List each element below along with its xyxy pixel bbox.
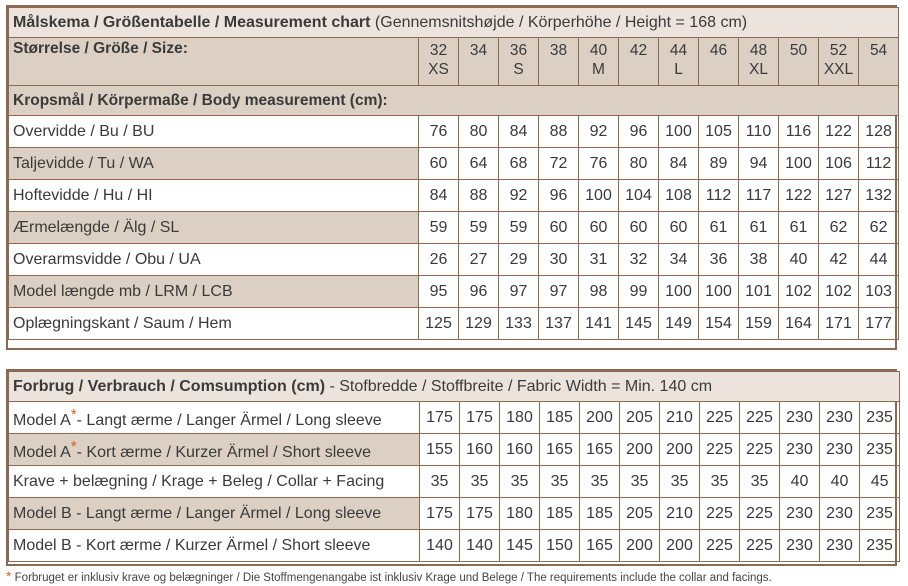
value-cell: 185: [540, 402, 580, 434]
value-cell: 97: [499, 276, 539, 308]
value-cell: 225: [700, 402, 740, 434]
value-cell: 230: [820, 530, 860, 562]
value-cell: 235: [860, 402, 900, 434]
size-number: 40: [589, 42, 608, 59]
row-label-text: Model A: [13, 443, 71, 461]
value-cell: 230: [820, 434, 860, 466]
value-cell: 102: [779, 276, 819, 308]
row-label-text: Krave + belægning / Krage + Beleg / Collar + Facing: [13, 472, 385, 490]
value-cell: 155: [420, 434, 460, 466]
value-cell: 100: [659, 116, 699, 148]
value-cell: 235: [860, 498, 900, 530]
size-cell: [499, 38, 539, 86]
value-cell: 159: [739, 308, 779, 340]
value-cell: 132: [859, 180, 899, 212]
value-cell: 117: [739, 180, 779, 212]
value-cell: 27: [459, 244, 499, 276]
footnote: [6, 568, 772, 584]
value-cell: 106: [819, 148, 859, 180]
table-row: [9, 212, 899, 244]
value-cell: 100: [699, 276, 739, 308]
table-row: [9, 434, 900, 466]
size-cell: [539, 38, 579, 86]
value-cell: 61: [699, 212, 739, 244]
value-cell: 60: [539, 212, 579, 244]
size-letter: S: [513, 61, 524, 78]
value-cell: 149: [659, 308, 699, 340]
row-label: Oplægningskant / Saum / Hem: [9, 308, 419, 340]
size-number: 42: [629, 42, 648, 59]
value-cell: 200: [660, 530, 700, 562]
value-cell: 80: [459, 116, 499, 148]
value-cell: 225: [740, 434, 780, 466]
value-cell: 95: [419, 276, 459, 308]
size-cell: [579, 38, 619, 86]
size-number: 38: [549, 42, 568, 59]
value-cell: 29: [499, 244, 539, 276]
value-cell: 35: [660, 466, 700, 498]
value-cell: 100: [659, 276, 699, 308]
value-cell: 230: [820, 402, 860, 434]
value-cell: 185: [580, 498, 620, 530]
value-cell: 97: [539, 276, 579, 308]
value-cell: 112: [699, 180, 739, 212]
value-cell: 59: [419, 212, 459, 244]
consumption-chart: [6, 369, 897, 566]
value-cell: 89: [699, 148, 739, 180]
size-letter: XL: [749, 61, 768, 78]
value-cell: 225: [740, 530, 780, 562]
value-cell: 180: [500, 498, 540, 530]
size-cell: [659, 38, 699, 86]
value-cell: 230: [780, 434, 820, 466]
value-cell: 205: [620, 402, 660, 434]
value-cell: 129: [459, 308, 499, 340]
size-number: 54: [869, 42, 888, 59]
table-title-row: [9, 372, 900, 402]
value-cell: 62: [859, 212, 899, 244]
value-cell: 225: [740, 498, 780, 530]
size-number: 50: [789, 42, 808, 59]
footnote-text: Forbruget er inklusiv krave og belægninger / Die Stoffmengenangabe ist inklusiv Krage und Belege / The requirements include the collar and facings.: [11, 572, 772, 584]
value-cell: 42: [819, 244, 859, 276]
size-label: Størrelse / Größe / Size:: [9, 38, 419, 86]
value-cell: 98: [579, 276, 619, 308]
value-cell: 133: [499, 308, 539, 340]
value-cell: 100: [779, 148, 819, 180]
row-label-text: Model A: [13, 411, 71, 429]
value-cell: 103: [859, 276, 899, 308]
row-label: Overvidde / Bu / BU: [9, 116, 419, 148]
value-cell: 62: [819, 212, 859, 244]
value-cell: 230: [820, 498, 860, 530]
value-cell: 200: [580, 402, 620, 434]
size-number: 32: [429, 42, 448, 59]
value-cell: 230: [780, 498, 820, 530]
size-number: 52: [829, 42, 848, 59]
value-cell: 40: [820, 466, 860, 498]
row-label: Overarmsvidde / Obu / UA: [9, 244, 419, 276]
value-cell: 32: [619, 244, 659, 276]
asterisk-icon: *: [6, 568, 12, 584]
value-cell: 102: [819, 276, 859, 308]
value-cell: 177: [859, 308, 899, 340]
row-label: Hoftevidde / Hu / HI: [9, 180, 419, 212]
value-cell: 125: [419, 308, 459, 340]
value-cell: 137: [539, 308, 579, 340]
value-cell: 80: [619, 148, 659, 180]
size-number: 36: [509, 42, 528, 59]
value-cell: 175: [420, 402, 460, 434]
value-cell: 76: [579, 148, 619, 180]
value-cell: 145: [619, 308, 659, 340]
value-cell: 122: [779, 180, 819, 212]
value-cell: 72: [539, 148, 579, 180]
row-label: Taljevidde / Tu / WA: [9, 148, 419, 180]
size-cell: [859, 38, 899, 86]
value-cell: 210: [660, 498, 700, 530]
table-row: [9, 308, 899, 340]
value-cell: 145: [500, 530, 540, 562]
value-cell: 180: [500, 402, 540, 434]
value-cell: 64: [459, 148, 499, 180]
row-label: [9, 498, 420, 530]
value-cell: 112: [859, 148, 899, 180]
table-row: [9, 276, 899, 308]
value-cell: 76: [419, 116, 459, 148]
value-cell: 175: [460, 402, 500, 434]
value-cell: 35: [700, 466, 740, 498]
value-cell: 92: [499, 180, 539, 212]
value-cell: 92: [579, 116, 619, 148]
row-label-suffix: - Kort ærme / Kurzer Ärmel / Short sleeve: [76, 443, 371, 461]
row-label: [9, 434, 420, 466]
value-cell: 35: [740, 466, 780, 498]
value-cell: 225: [700, 498, 740, 530]
size-cell: [819, 38, 859, 86]
size-letter: L: [674, 61, 683, 78]
size-cell: [419, 38, 459, 86]
value-cell: 141: [579, 308, 619, 340]
value-cell: 60: [659, 212, 699, 244]
asterisk-icon: *: [70, 405, 77, 423]
value-cell: 60: [579, 212, 619, 244]
value-cell: 59: [499, 212, 539, 244]
value-cell: 84: [419, 180, 459, 212]
value-cell: 225: [740, 402, 780, 434]
table-row: [9, 402, 900, 434]
value-cell: 235: [860, 530, 900, 562]
value-cell: 88: [459, 180, 499, 212]
value-cell: 68: [499, 148, 539, 180]
value-cell: 230: [780, 530, 820, 562]
row-label: [9, 530, 420, 562]
size-number: 48: [749, 42, 768, 59]
row-label: Ærmelængde / Älg / SL: [9, 212, 419, 244]
value-cell: 160: [500, 434, 540, 466]
value-cell: 96: [619, 116, 659, 148]
value-cell: 35: [620, 466, 660, 498]
value-cell: 35: [580, 466, 620, 498]
value-cell: 210: [660, 402, 700, 434]
value-cell: 171: [819, 308, 859, 340]
value-cell: 61: [779, 212, 819, 244]
value-cell: 59: [459, 212, 499, 244]
value-cell: 26: [419, 244, 459, 276]
value-cell: 40: [780, 466, 820, 498]
measurement-table: [8, 7, 899, 340]
value-cell: 185: [540, 498, 580, 530]
value-cell: 40: [779, 244, 819, 276]
value-cell: 84: [499, 116, 539, 148]
table-row: [9, 530, 900, 562]
value-cell: 200: [620, 530, 660, 562]
value-cell: 127: [819, 180, 859, 212]
value-cell: 45: [860, 466, 900, 498]
value-cell: 101: [739, 276, 779, 308]
asterisk-icon: *: [70, 437, 77, 455]
size-letter: XS: [428, 61, 449, 78]
row-label: [9, 466, 420, 498]
value-cell: 175: [420, 498, 460, 530]
value-cell: 150: [540, 530, 580, 562]
value-cell: 35: [420, 466, 460, 498]
section-row: [9, 86, 899, 116]
value-cell: 175: [460, 498, 500, 530]
table-row: [9, 148, 899, 180]
table-title: [9, 372, 900, 402]
table-title-row: [9, 8, 899, 38]
value-cell: 60: [419, 148, 459, 180]
value-cell: 154: [699, 308, 739, 340]
value-cell: 84: [659, 148, 699, 180]
title-bold: Målskema / Größentabelle / Measurement chart: [13, 13, 371, 31]
value-cell: 160: [460, 434, 500, 466]
title-rest: - Stofbredde / Stoffbreite / Fabric Width = Min. 140 cm: [325, 377, 713, 395]
value-cell: 104: [619, 180, 659, 212]
value-cell: 122: [819, 116, 859, 148]
size-letter: XXL: [823, 61, 854, 78]
value-cell: 140: [420, 530, 460, 562]
size-cell: [459, 38, 499, 86]
row-label: [9, 402, 420, 434]
value-cell: 99: [619, 276, 659, 308]
value-cell: 94: [739, 148, 779, 180]
size-cell: [619, 38, 659, 86]
measurement-chart: [6, 5, 897, 350]
value-cell: 96: [459, 276, 499, 308]
table-title: [9, 8, 899, 38]
value-cell: 165: [540, 434, 580, 466]
section-label: Kropsmål / Körpermaße / Body measurement (cm):: [9, 86, 899, 116]
consumption-table: [8, 371, 900, 562]
value-cell: 235: [860, 434, 900, 466]
table-row: [9, 498, 900, 530]
value-cell: 100: [579, 180, 619, 212]
size-letter: M: [592, 61, 605, 78]
value-cell: 108: [659, 180, 699, 212]
row-label-text: Model B - Kort ærme / Kurzer Ärmel / Short sleeve: [13, 536, 371, 554]
size-row: [9, 38, 899, 86]
size-cell: [779, 38, 819, 86]
value-cell: 230: [780, 402, 820, 434]
value-cell: 105: [699, 116, 739, 148]
value-cell: 60: [619, 212, 659, 244]
title-rest: (Gennemsnitshøjde / Körperhöhe / Height = 168 cm): [370, 13, 748, 31]
value-cell: 225: [700, 434, 740, 466]
value-cell: 140: [460, 530, 500, 562]
value-cell: 96: [539, 180, 579, 212]
row-label-suffix: - Langt ærme / Langer Ärmel / Long sleeve: [76, 411, 382, 429]
value-cell: 200: [660, 434, 700, 466]
title-bold: Forbrug / Verbrauch / Comsumption (cm): [13, 377, 326, 395]
size-number: 46: [709, 42, 728, 59]
value-cell: 36: [699, 244, 739, 276]
value-cell: 88: [539, 116, 579, 148]
value-cell: 116: [779, 116, 819, 148]
value-cell: 35: [540, 466, 580, 498]
value-cell: 128: [859, 116, 899, 148]
value-cell: 225: [700, 530, 740, 562]
value-cell: 35: [460, 466, 500, 498]
size-cell: [739, 38, 779, 86]
value-cell: 110: [739, 116, 779, 148]
size-number: 44: [669, 42, 688, 59]
value-cell: 34: [659, 244, 699, 276]
value-cell: 165: [580, 530, 620, 562]
value-cell: 30: [539, 244, 579, 276]
value-cell: 61: [739, 212, 779, 244]
row-label-text: Model B - Langt ærme / Langer Ärmel / Long sleeve: [13, 504, 382, 522]
size-number: 34: [469, 42, 488, 59]
value-cell: 165: [580, 434, 620, 466]
value-cell: 44: [859, 244, 899, 276]
value-cell: 35: [500, 466, 540, 498]
value-cell: 205: [620, 498, 660, 530]
table-row: [9, 244, 899, 276]
table-row: [9, 466, 900, 498]
value-cell: 31: [579, 244, 619, 276]
value-cell: 200: [620, 434, 660, 466]
table-row: [9, 180, 899, 212]
value-cell: 164: [779, 308, 819, 340]
value-cell: 38: [739, 244, 779, 276]
table-row: [9, 116, 899, 148]
row-label: Model længde mb / LRM / LCB: [9, 276, 419, 308]
size-cell: [699, 38, 739, 86]
